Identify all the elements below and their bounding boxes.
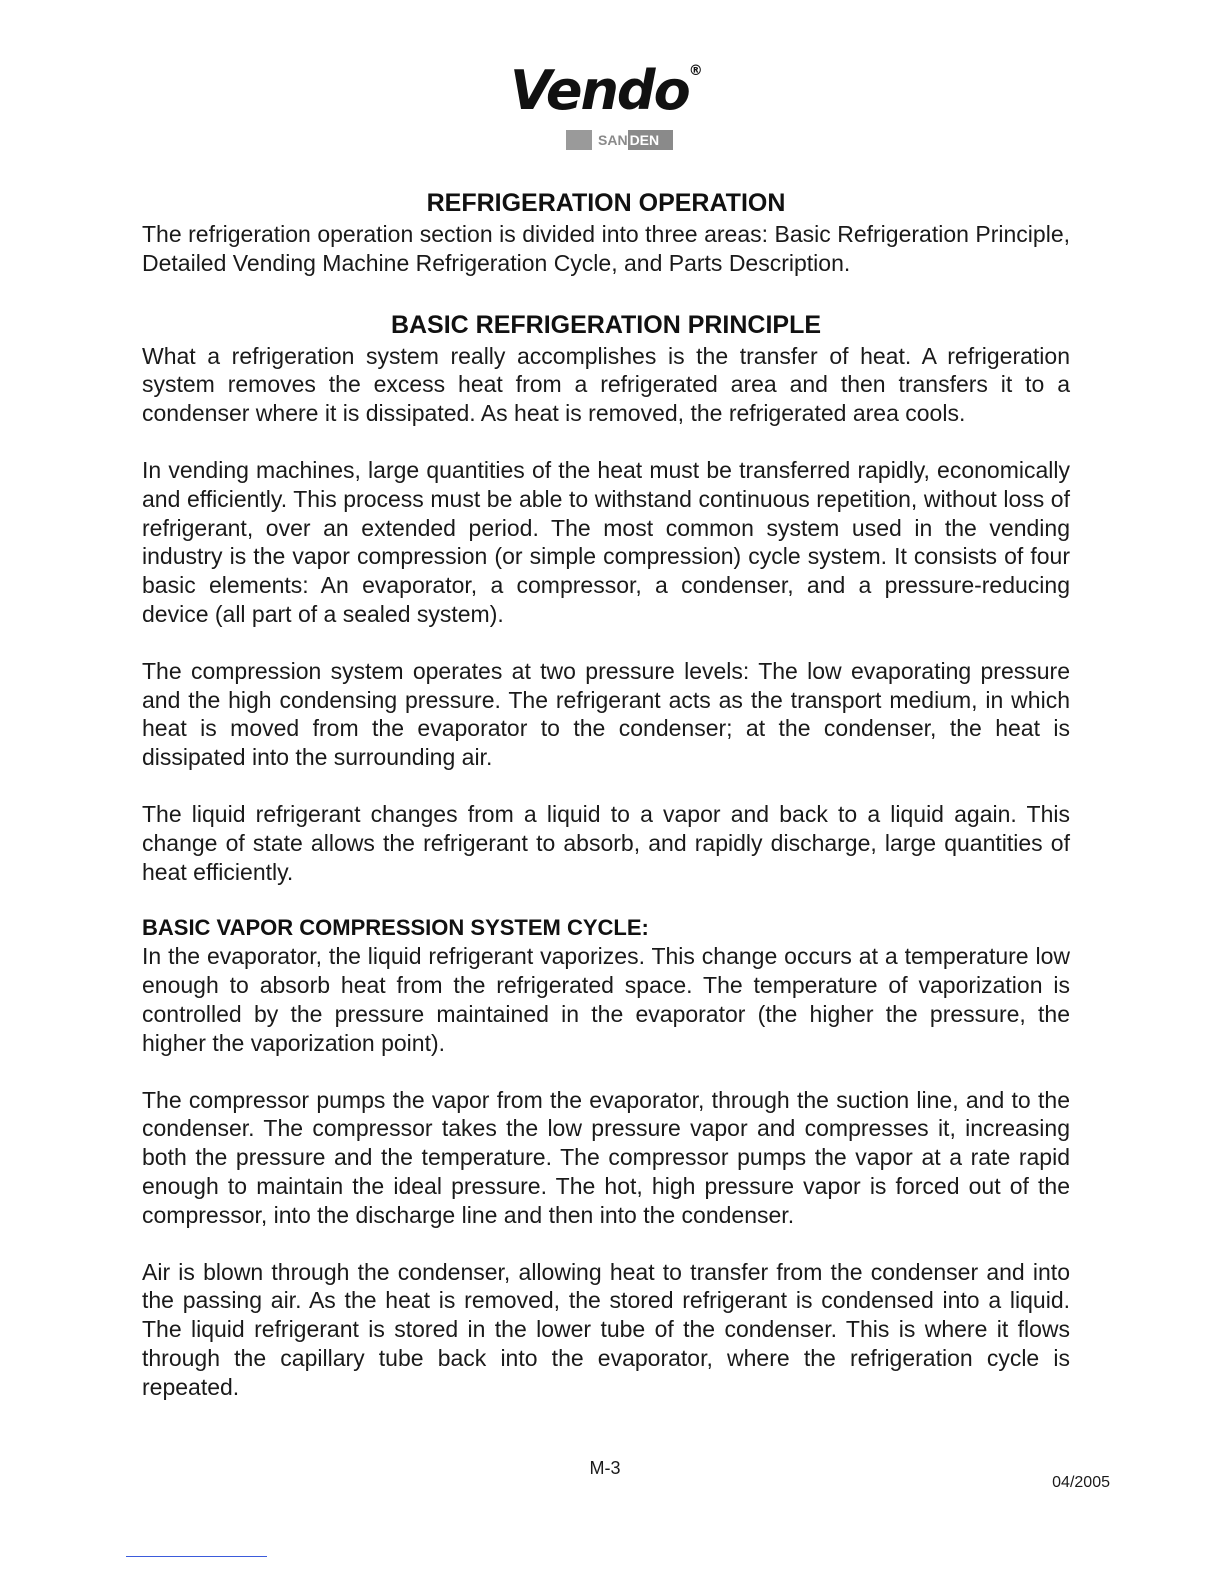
logo-brand-text: Vendo xyxy=(510,59,689,122)
logo-sub-brand-b: DEN xyxy=(628,130,674,150)
section-title-basic-principle: BASIC REFRIGERATION PRINCIPLE xyxy=(390,310,822,339)
page-number: M-3 xyxy=(589,1458,621,1478)
vapor-paragraph-1: In the evaporator, the liquid refrigerant vaporizes. This change occurs at a temperature low enough to absorb heat from the refrigerated space. The temperature of vaporization is controlled by the pressure maintained in the evaporator (the higher the pressure, the higher the vaporization point). xyxy=(142,943,1070,1056)
logo-sanden-bar xyxy=(566,130,696,150)
logo-wordmark xyxy=(510,59,701,122)
logo-registered-mark: ® xyxy=(688,63,701,79)
intro-paragraph: The refrigeration operation section is divided into three areas: Basic Refrigeration Principle, Detailed Vending Machine Refrigeration Cycle, and Parts Description. xyxy=(142,221,1070,276)
vapor-paragraph-2: The compressor pumps the vapor from the evaporator, through the suction line, and to the condenser. The compressor takes the low pressure vapor and compresses it, increasing both the pressure and the temperature. The compressor pumps the vapor at a rate rapid enough to maintain the ideal pressure. The hot, high pressure vapor is forced out of the compressor, into the discharge line and then into the condenser. xyxy=(142,1086,1070,1228)
logo-sub-brand-a: SAN xyxy=(598,132,628,148)
basic-paragraph-3: The compression system operates at two pressure levels: The low evaporating pressure and the high condensing pressure. The refrigerant acts as the transport medium, in which heat is moved from the evaporator to the condenser; at the condenser, the heat is dissipated into the surrounding air. xyxy=(142,657,1070,771)
vapor-paragraph-3: Air is blown through the condenser, allowing heat to transfer from the condenser and into the passing air. As the heat is removed, the stored refrigerant is condensed into a liquid. The liquid refrigerant is stored in the lower tube of the condenser. This is where it flows through the capillary tube back into the evaporator, where the refrigeration cycle is repeated. xyxy=(142,1258,1070,1400)
sanden-square-icon xyxy=(566,130,592,150)
section-title-refrigeration-operation: REFRIGERATION OPERATION xyxy=(426,189,786,217)
document-body xyxy=(142,186,1070,1402)
vendo-logo xyxy=(510,59,710,154)
basic-paragraph-2: In vending machines, large quantities of the heat must be transferred rapidly, economically and efficiently. This process must be able to withstand continuous repetition, without loss of refrigerant, over an extended period. The most common system used in the vending industry is the vapor compression (or simple compression) cycle system. It consists of four basic elements: An evaporator, a compressor, a condenser, and a pressure-reducing device (all part of a sealed system). xyxy=(142,456,1070,627)
basic-paragraph-1: What a refrigeration system really accomplishes is the transfer of heat. A refrigeration system removes the excess heat from a refrigerated area and then transfers it to a condenser where it is dissipated. As heat is removed, the refrigerated area cools. xyxy=(142,342,1070,427)
basic-paragraph-4: The liquid refrigerant changes from a liquid to a vapor and back to a liquid again. This change of state allows the refrigerant to absorb, and rapidly discharge, large quantities of heat efficiently. xyxy=(142,800,1070,885)
footer-divider xyxy=(126,1556,267,1557)
section-title-vapor-compression: BASIC VAPOR COMPRESSION SYSTEM CYCLE: xyxy=(142,915,649,941)
revision-date: 04/2005 xyxy=(1052,1474,1110,1491)
